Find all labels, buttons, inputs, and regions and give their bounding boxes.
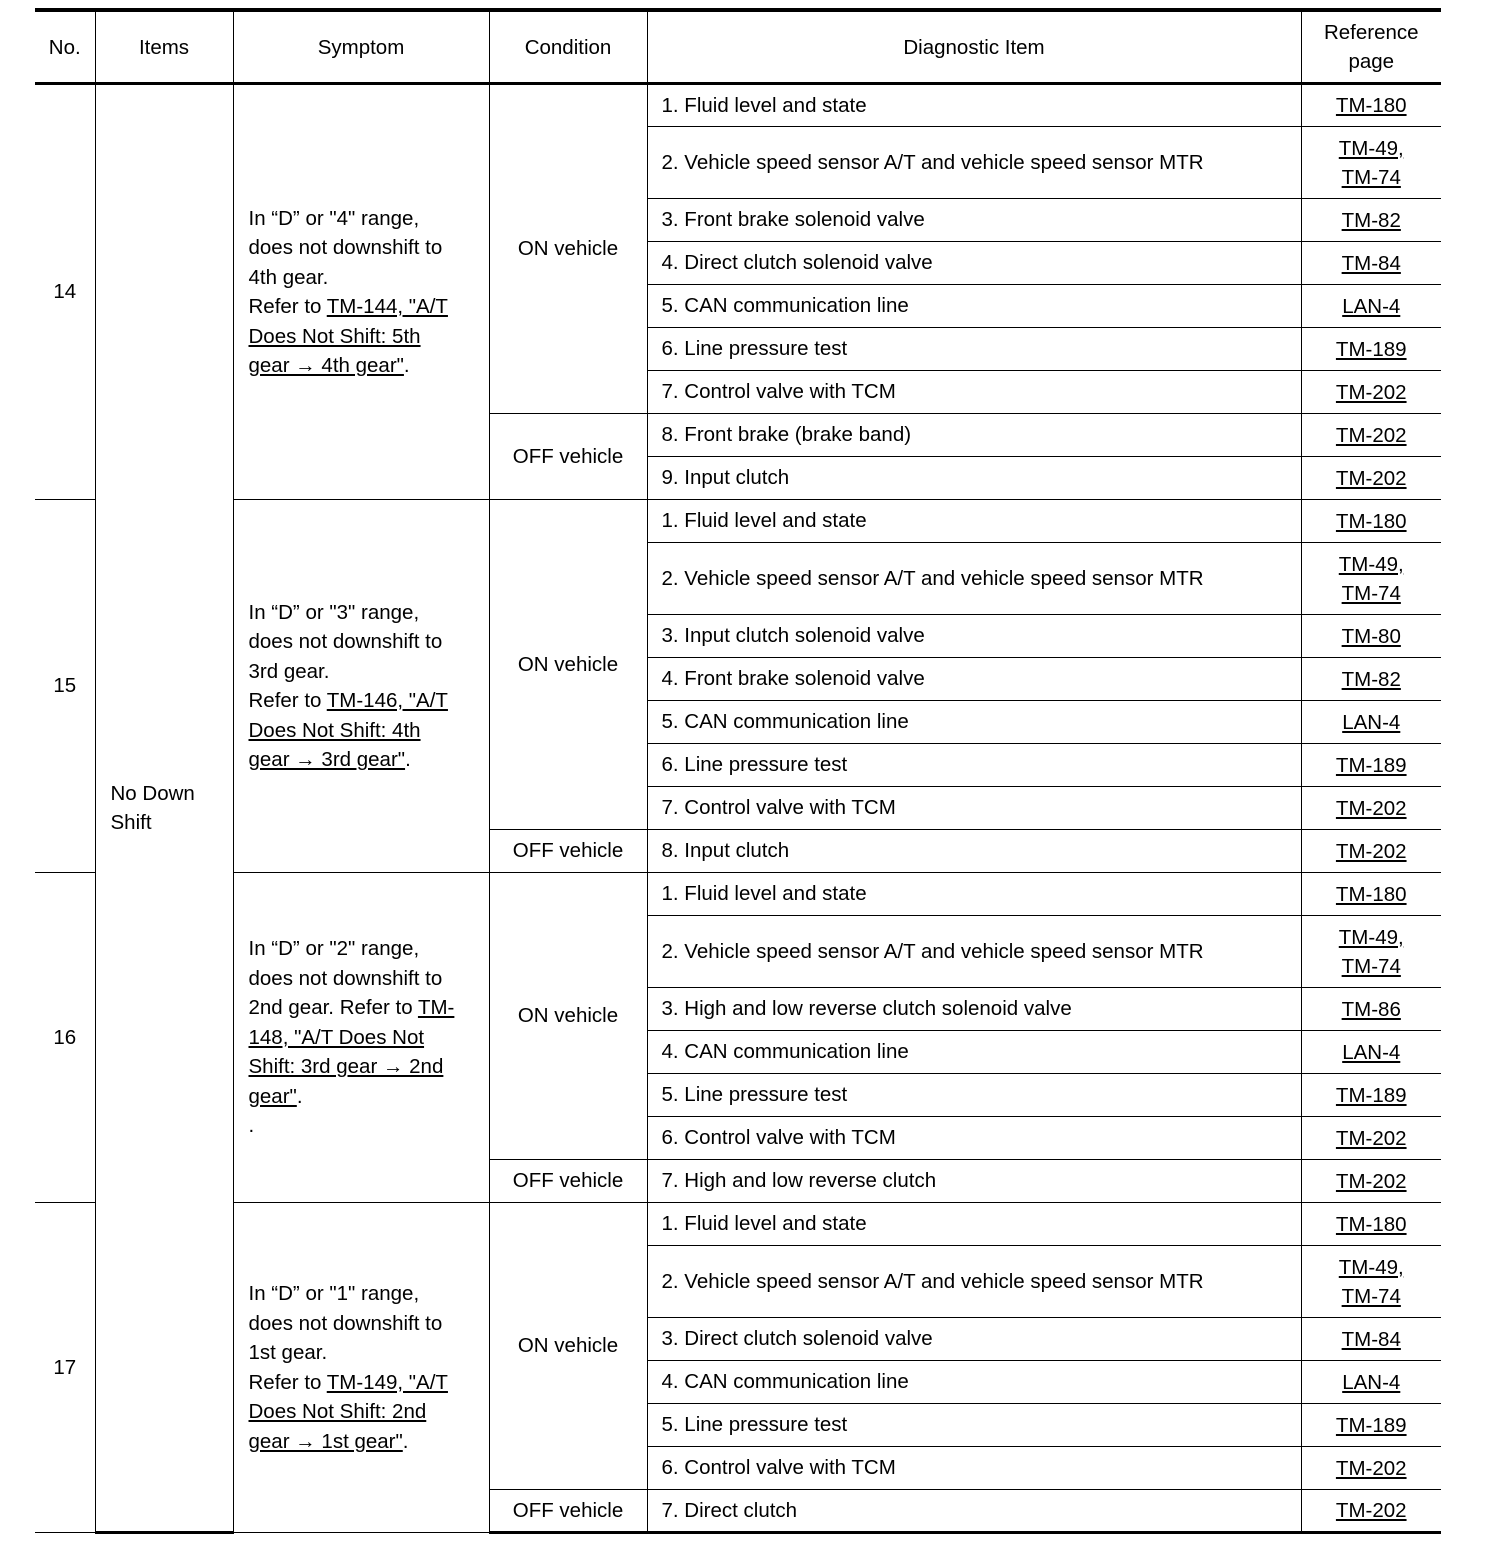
header-reference-line2: page bbox=[1348, 50, 1395, 73]
row-number: 16 bbox=[35, 873, 95, 1203]
reference-page-link[interactable]: TM-202 bbox=[1335, 423, 1407, 447]
reference-page-link[interactable]: TM-84 bbox=[1341, 251, 1401, 275]
diagnostic-item: 4. Front brake solenoid valve bbox=[647, 658, 1301, 701]
symptom-text: 1st gear. bbox=[248, 1341, 328, 1364]
reference-page-link[interactable]: TM-180 bbox=[1335, 94, 1407, 117]
reference-page-link[interactable]: TM-202 bbox=[1335, 466, 1407, 490]
condition-cell: ON vehicle bbox=[489, 1203, 647, 1490]
diagnostic-item: 1. Fluid level and state bbox=[647, 1203, 1301, 1246]
reference-cell bbox=[1301, 328, 1441, 371]
symptom-text: In “D” or "1" range, bbox=[248, 1282, 420, 1305]
reference-page-link[interactable]: TM-202 bbox=[1335, 380, 1407, 404]
table-row bbox=[35, 873, 1441, 916]
condition-cell: ON vehicle bbox=[489, 84, 647, 414]
symptom-text: In “D” or "4" range, bbox=[248, 206, 420, 230]
reference-cell bbox=[1301, 1160, 1441, 1203]
diagnostic-item: 7. Control valve with TCM bbox=[647, 787, 1301, 830]
symptom-text: Refer to bbox=[248, 1370, 327, 1394]
diagnostic-item: 8. Front brake (brake band) bbox=[647, 414, 1301, 457]
diagnostic-item: 1. Fluid level and state bbox=[647, 500, 1301, 543]
reference-page-link[interactable]: TM-84 bbox=[1341, 1327, 1401, 1351]
symptom-reference-link[interactable]: TM-144, "A/T bbox=[326, 295, 448, 318]
reference-page-link[interactable]: TM-180 bbox=[1335, 1212, 1407, 1236]
header-symptom: Symptom bbox=[233, 10, 489, 84]
diagnostic-item: 5. CAN communication line bbox=[647, 285, 1301, 328]
reference-page-link[interactable]: TM-180 bbox=[1335, 509, 1407, 533]
reference-cell bbox=[1301, 1074, 1441, 1117]
symptom-cell bbox=[233, 500, 489, 873]
symptom-reference-link[interactable]: gear" bbox=[248, 1084, 297, 1108]
reference-page-link[interactable]: LAN-4 bbox=[1342, 710, 1401, 734]
row-number: 15 bbox=[35, 500, 95, 873]
reference-page-link[interactable]: TM-74 bbox=[1341, 581, 1401, 605]
reference-page-link[interactable]: LAN-4 bbox=[1342, 1370, 1401, 1394]
reference-page-link[interactable]: TM-86 bbox=[1341, 997, 1401, 1021]
reference-page-link[interactable]: TM-49, bbox=[1338, 1255, 1404, 1279]
condition-cell: OFF vehicle bbox=[489, 1490, 647, 1533]
reference-page-link[interactable]: TM-82 bbox=[1341, 208, 1401, 232]
diagnostic-item: 6. Line pressure test bbox=[647, 744, 1301, 787]
diagnosis-table bbox=[35, 8, 1441, 1534]
symptom-cell bbox=[233, 1203, 489, 1533]
reference-page-link[interactable]: LAN-4 bbox=[1342, 294, 1401, 318]
header-reference-line1: Reference bbox=[1323, 21, 1419, 44]
diagnostic-item: 2. Vehicle speed sensor A/T and vehicle speed sensor MTR bbox=[647, 916, 1301, 988]
diagnostic-item: 6. Control valve with TCM bbox=[647, 1117, 1301, 1160]
reference-page-link[interactable]: TM-82 bbox=[1341, 667, 1401, 691]
symptom-reference-link[interactable]: gear → 3rd gear" bbox=[248, 748, 406, 771]
table-row bbox=[35, 84, 1441, 127]
reference-cell bbox=[1301, 658, 1441, 701]
reference-cell bbox=[1301, 744, 1441, 787]
row-number: 14 bbox=[35, 84, 95, 500]
condition-cell: ON vehicle bbox=[489, 873, 647, 1160]
reference-cell bbox=[1301, 1490, 1441, 1533]
header-reference-page bbox=[1301, 10, 1441, 84]
symptom-text: . bbox=[296, 1084, 303, 1108]
diagnostic-item: 8. Input clutch bbox=[647, 830, 1301, 873]
diagnostic-item: 4. CAN communication line bbox=[647, 1031, 1301, 1074]
reference-cell bbox=[1301, 543, 1441, 615]
symptom-text: . bbox=[403, 354, 410, 377]
reference-cell bbox=[1301, 1447, 1441, 1490]
diagnostic-item: 4. Direct clutch solenoid valve bbox=[647, 242, 1301, 285]
diagnostic-item: 3. Front brake solenoid valve bbox=[647, 199, 1301, 242]
reference-page-link[interactable]: TM-189 bbox=[1335, 753, 1407, 777]
symptom-reference-link[interactable]: Shift: 3rd gear → 2nd bbox=[248, 1055, 444, 1079]
reference-cell bbox=[1301, 830, 1441, 873]
symptom-reference-link[interactable]: Does Not Shift: 5th bbox=[248, 324, 421, 348]
reference-page-link[interactable]: TM-202 bbox=[1335, 1169, 1407, 1193]
reference-cell bbox=[1301, 701, 1441, 744]
reference-page-link[interactable]: TM-80 bbox=[1341, 624, 1401, 648]
reference-cell bbox=[1301, 127, 1441, 199]
condition-cell: OFF vehicle bbox=[489, 830, 647, 873]
diagnostic-item: 3. Input clutch solenoid valve bbox=[647, 615, 1301, 658]
symptom-cell bbox=[233, 873, 489, 1203]
symptom-text: . bbox=[405, 748, 411, 771]
table-row bbox=[35, 1203, 1441, 1246]
symptom-reference-link[interactable]: TM- bbox=[417, 996, 455, 1020]
table-body bbox=[35, 84, 1441, 1533]
diagnostic-item: 2. Vehicle speed sensor A/T and vehicle speed sensor MTR bbox=[647, 1246, 1301, 1318]
diagnostic-item: 1. Fluid level and state bbox=[647, 873, 1301, 916]
diagnostic-item: 7. High and low reverse clutch bbox=[647, 1160, 1301, 1203]
diagnostic-item: 6. Line pressure test bbox=[647, 328, 1301, 371]
symptom-text: Refer to bbox=[248, 689, 327, 712]
condition-cell: ON vehicle bbox=[489, 500, 647, 830]
reference-cell bbox=[1301, 457, 1441, 500]
table-row bbox=[35, 500, 1441, 543]
reference-cell bbox=[1301, 414, 1441, 457]
reference-cell bbox=[1301, 1031, 1441, 1074]
reference-page-link[interactable]: TM-202 bbox=[1335, 839, 1407, 863]
reference-page-link[interactable]: TM-74 bbox=[1341, 954, 1401, 978]
reference-cell bbox=[1301, 199, 1441, 242]
reference-cell bbox=[1301, 916, 1441, 988]
reference-cell bbox=[1301, 1318, 1441, 1361]
header-row bbox=[35, 10, 1441, 84]
diagnostic-item: 9. Input clutch bbox=[647, 457, 1301, 500]
reference-cell bbox=[1301, 1246, 1441, 1318]
header-condition: Condition bbox=[489, 10, 647, 84]
symptom-text: . bbox=[248, 1114, 255, 1138]
reference-cell bbox=[1301, 1117, 1441, 1160]
symptom-text: does not downshift to bbox=[248, 236, 443, 259]
reference-page-link[interactable]: TM-74 bbox=[1341, 165, 1401, 189]
diagnostic-item: 2. Vehicle speed sensor A/T and vehicle speed sensor MTR bbox=[647, 543, 1301, 615]
diagnostic-item: 4. CAN communication line bbox=[647, 1361, 1301, 1404]
reference-cell bbox=[1301, 84, 1441, 127]
symptom-reference-link[interactable]: TM-146, "A/T bbox=[326, 689, 448, 712]
symptom-text: 3rd gear. bbox=[248, 659, 330, 683]
reference-page-link[interactable]: TM-202 bbox=[1335, 796, 1407, 820]
condition-cell: OFF vehicle bbox=[489, 1160, 647, 1203]
reference-page-link[interactable]: LAN-4 bbox=[1342, 1040, 1401, 1064]
symptom-text: In “D” or "2" range, bbox=[248, 937, 420, 961]
symptom-text: Refer to bbox=[248, 295, 327, 318]
symptom-text: 4th gear. bbox=[248, 265, 329, 289]
reference-page-link[interactable]: TM-202 bbox=[1335, 1456, 1407, 1480]
symptom-text: . bbox=[402, 1429, 409, 1453]
diagnostic-item: 6. Control valve with TCM bbox=[647, 1447, 1301, 1490]
symptom-reference-link[interactable]: Does Not Shift: 4th bbox=[248, 718, 421, 742]
symptom-text: 2nd gear. Refer to bbox=[248, 996, 418, 1020]
symptom-text: In “D” or "3" range, bbox=[248, 600, 420, 624]
diagnostic-item: 3. Direct clutch solenoid valve bbox=[647, 1318, 1301, 1361]
header-items: Items bbox=[95, 10, 233, 84]
reference-page-link[interactable]: TM-189 bbox=[1335, 337, 1407, 361]
diagnostic-item: 7. Control valve with TCM bbox=[647, 371, 1301, 414]
symptom-reference-link[interactable]: TM-149, "A/T bbox=[326, 1370, 448, 1394]
header-diagnostic-item: Diagnostic Item bbox=[647, 10, 1301, 84]
diagnostic-item: 5. Line pressure test bbox=[647, 1074, 1301, 1117]
items-cell bbox=[95, 84, 233, 1533]
reference-cell bbox=[1301, 285, 1441, 328]
reference-page-link[interactable]: TM-189 bbox=[1335, 1413, 1407, 1437]
reference-cell bbox=[1301, 242, 1441, 285]
diagnostic-item: 5. Line pressure test bbox=[647, 1404, 1301, 1447]
reference-page-link[interactable]: TM-189 bbox=[1335, 1083, 1407, 1107]
reference-cell bbox=[1301, 371, 1441, 414]
items-label: Shift bbox=[110, 811, 152, 834]
reference-page-link[interactable]: TM-49, bbox=[1338, 925, 1404, 949]
diagnostic-item: 1. Fluid level and state bbox=[647, 84, 1301, 127]
reference-cell bbox=[1301, 1361, 1441, 1404]
symptom-text: does not downshift to bbox=[248, 630, 443, 653]
row-number: 17 bbox=[35, 1203, 95, 1533]
reference-page-link[interactable]: TM-49, bbox=[1338, 136, 1404, 160]
reference-cell bbox=[1301, 1203, 1441, 1246]
header-no: No. bbox=[35, 10, 95, 84]
items-label: No Down bbox=[110, 782, 195, 805]
symptom-reference-link[interactable]: gear → 4th gear" bbox=[248, 354, 404, 377]
reference-cell bbox=[1301, 988, 1441, 1031]
reference-page-link[interactable]: TM-180 bbox=[1335, 882, 1407, 906]
symptom-cell bbox=[233, 84, 489, 500]
reference-page-link[interactable]: TM-74 bbox=[1341, 1284, 1401, 1308]
diagnostic-item: 7. Direct clutch bbox=[647, 1490, 1301, 1533]
diagnostic-item: 2. Vehicle speed sensor A/T and vehicle speed sensor MTR bbox=[647, 127, 1301, 199]
diagnostic-item: 3. High and low reverse clutch solenoid valve bbox=[647, 988, 1301, 1031]
condition-cell: OFF vehicle bbox=[489, 414, 647, 500]
reference-cell bbox=[1301, 500, 1441, 543]
symptom-reference-link[interactable]: gear → 1st gear" bbox=[248, 1429, 403, 1453]
symptom-reference-link[interactable]: Does Not Shift: 2nd bbox=[248, 1400, 427, 1423]
symptom-text: does not downshift to bbox=[248, 966, 443, 990]
reference-cell bbox=[1301, 615, 1441, 658]
reference-page-link[interactable]: TM-49, bbox=[1338, 552, 1404, 576]
symptom-text: does not downshift to bbox=[248, 1311, 443, 1335]
symptom-reference-link[interactable]: 148, "A/T Does Not bbox=[248, 1025, 425, 1049]
reference-cell bbox=[1301, 873, 1441, 916]
reference-page-link[interactable]: TM-202 bbox=[1335, 1499, 1407, 1522]
reference-cell bbox=[1301, 1404, 1441, 1447]
reference-page-link[interactable]: TM-202 bbox=[1335, 1126, 1407, 1150]
reference-cell bbox=[1301, 787, 1441, 830]
diagnostic-item: 5. CAN communication line bbox=[647, 701, 1301, 744]
